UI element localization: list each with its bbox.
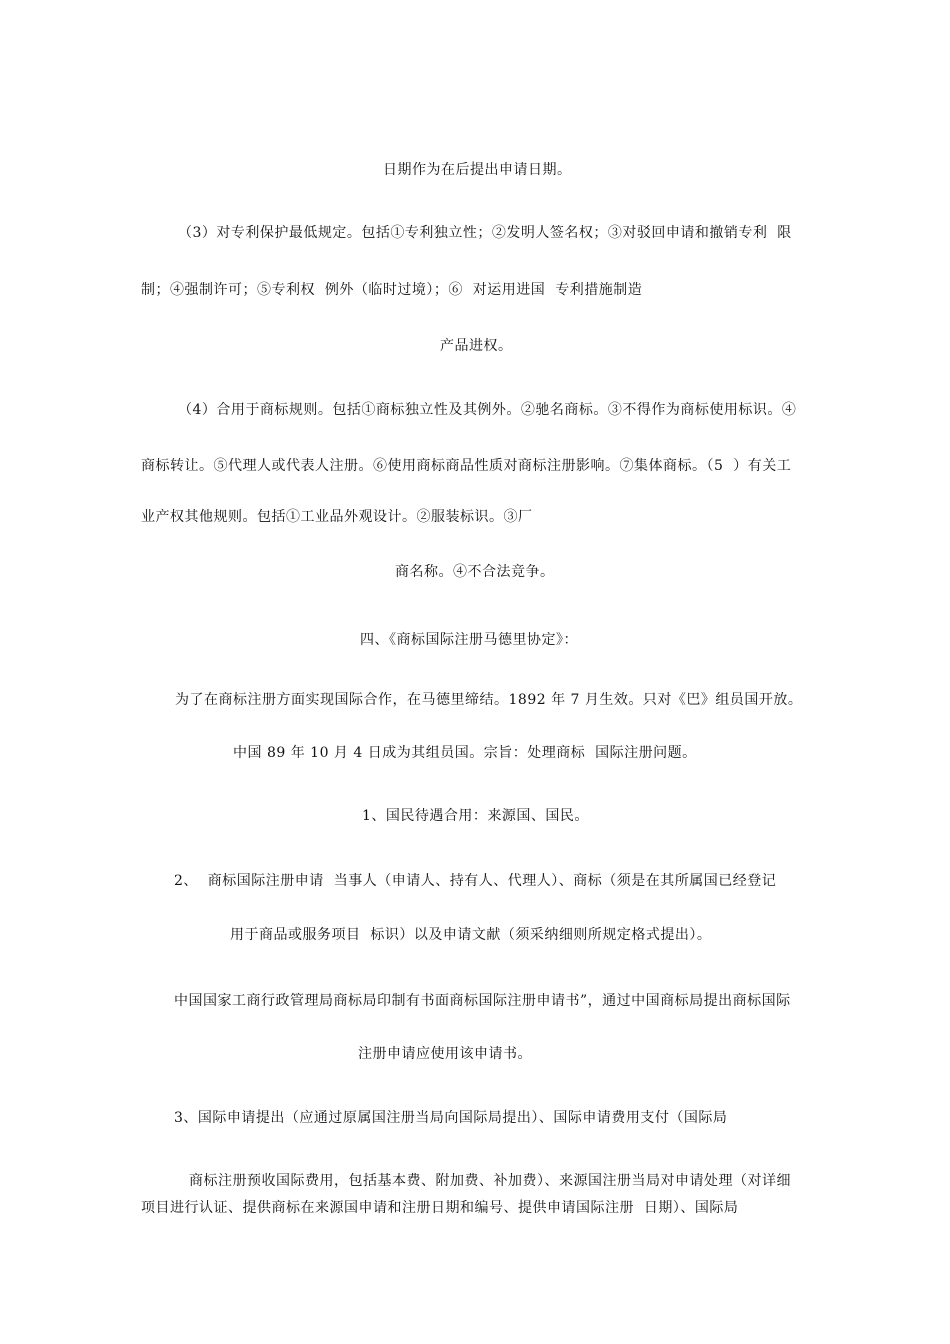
section-heading: 四、《商标国际注册马德里协定》： [360,632,578,648]
text-line: 用于商品或服务项目 标识）以及申请文献（须采纳细则所规定格式提出）。 [230,927,712,943]
text-line: 1、国民待遇合用：来源国、国民。 [362,808,589,824]
text-line: 产品进权。 [440,338,513,354]
text-line: （4）合用于商标规则。包括①商标独立性及其例外。②驰名商标。③不得作为商标使用标识。④ [178,402,797,418]
text-line: 商标转让。⑤代理人或代表人注册。⑥使用商标商品性质对商标注册影响。⑦集体商标。（5 ）有关工 [141,458,792,474]
text-line: （3）对专利保护最低规定。包括①专利独立性；②发明人签名权；③对驳回申请和撤销专利 限 [178,225,792,241]
text-line: 日期作为在后提出申请日期。 [383,162,572,178]
text-line: 注册申请应使用该申请书。 [358,1046,532,1062]
text-line: 中国 89 年 10 月 4 日成为其组员国。宗旨：处理商标 国际注册问题。 [233,745,697,761]
text-line: 中国国家工商行政管理局商标局印制有书面商标国际注册申请书”，通过中国商标局提出商标国际 [174,993,791,1009]
text-line: 制；④强制许可；⑤专利权 例外（临时过境）；⑥ 对运用进国 专利措施制造 [141,282,643,298]
text-line: 2、 商标国际注册申请 当事人（申请人、持有人、代理人）、商标（须是在其所属国已经登记 [174,873,777,889]
text-line: 3、国际申请提出（应通过原属国注册当局向国际局提出）、国际申请费用支付（国际局 [174,1110,728,1126]
text-line: 为了在商标注册方面实现国际合作，在马德里缔结。1892 年 7 月生效。只对《巴》组员国开放。 [175,692,803,708]
text-line: 商名称。④不合法竞争。 [395,564,555,580]
text-line: 业产权其他规则。包括①工业品外观设计。②服装标识。③厂 [141,509,533,525]
text-line: 商标注册预收国际费用，包括基本费、附加费、补加费）、来源国注册当局对申请处理（对详细 [189,1173,791,1189]
text-line: 项目进行认证、提供商标在来源国申请和注册日期和编号、提供申请国际注册 日期）、国际局 [141,1200,739,1216]
